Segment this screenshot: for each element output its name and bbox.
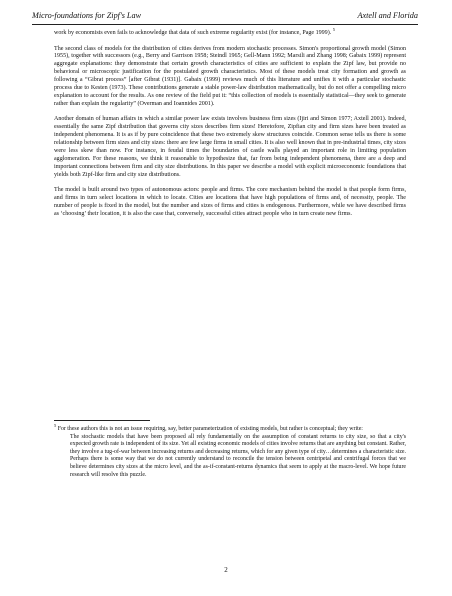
footnote-rule	[54, 420, 150, 421]
footnote-lead-text: For these authors this is not an issue requiring, say, better parameterization of existing models, but rather is conceptual; they write:	[57, 426, 363, 432]
footnote-lead	[54, 423, 406, 434]
body-text	[54, 27, 406, 226]
paragraph-3: Another domain of human affairs in which a similar power law exists involves business firm sizes (Ijiri and Simon 1977; Axtell 2001). Indeed, essentially the same Zipf distribution that governs city sizes describes firm sizes! Heretofore, Zipfian city and firm sizes have been treated as independent phenomena. It is as if by pure coincidence that these two extremely skew structures coincide. Common sense tells us there is some relationship between firm sizes and city sizes: there are few large firms in small cities. It is also well known that in pre-industrial times, city sizes were less skew than now. For instance, in feudal times the boundaries of castle walls played an important role in limiting population agglomeration. For these reasons, we think it reasonable to hypothesize that, far from being independent phenomena, there are a deep and important connections between firm and city size distributions. In this paper we describe a model with explicit microeconomic foundations that yields both Zipf-like firm and city size distributions.	[54, 116, 406, 178]
footnote-mark: 5	[54, 423, 57, 429]
header-title: Micro-foundations for Zipf's Law	[32, 11, 142, 20]
paragraph-4: The model is built around two types of autonomous actors: people and firms. The core mechanism behind the model is that people form firms, and firms in turn select locations in which to locate. Cities are locations that have high populations of firms and, of necessity, people. The number of people is fixed in the model, but the number and sizes of firms and cities is endogenous. Furthermore, while we have described firms as ‘choosing’ their location, it is also the case that, conversely, successful cities attract people who in turn create new firms.	[54, 187, 406, 217]
footnote-quote: The stochastic models that have been proposed all rely fundamentally on the assumption of constant returns to city size, so that a city's expected growth rate is independent of its size. Yet all existing economic models of cities involve returns that are anything but constant. Rather, they involve a tug-of-war between increasing returns and decreasing returns, which for any given type of city…determines a characteristic size. Perhaps there is some way that we do not currently understand to reconcile the tension between centripetal and centrifugal forces that we believe determines city sizes at the micro level, and the as-if-constant-returns dynamics that seem to apply at the macro-level. We hope future research will resolve this puzzle.	[70, 433, 406, 478]
paragraph-1	[54, 27, 406, 38]
paragraph-1-text: work by economists even fails to acknowledge that data of such extreme regularity exist (for instance, Page 1999).	[54, 30, 332, 37]
footnote	[54, 423, 406, 479]
paragraph-2: The second class of models for the distribution of cities derives from modern stochastic processes. Simon's proportional growth model (Simon 1955), together with successors (e.g., Berry and Garrison 1958; Steindl 1965; Gell-Mann 1992; Marsili and Zhang 1998; Gabaix 1999) represent aggregate explanations: they demonstrate that certain growth characteristics of cities are sufficient to explain the Zipf law, but provide no behavioral or microscopic justification for the postulated growth characteristics. Most of these models treat city formation and growth as following a “Gibrat process” [after Gibrat (1931)]. Gabaix (1999) reviews much of this literature and unifies it with a particular stochastic process due to Kesten (1973). These contributions generate a stable power-law distribution mathematically, but do not offer a compelling micro explanation to account for the results. As one review of the field put it: “this collection of models is essentially statistical—they seek to generate rather than explain the regularity” (Overman and Ioannides 2001).	[54, 45, 406, 107]
footnote-ref[interactable]: 5	[332, 27, 335, 32]
running-header	[32, 10, 418, 22]
header-rule	[32, 24, 418, 25]
page-number: 2	[224, 566, 228, 574]
header-authors: Axtell and Florida	[357, 11, 418, 20]
